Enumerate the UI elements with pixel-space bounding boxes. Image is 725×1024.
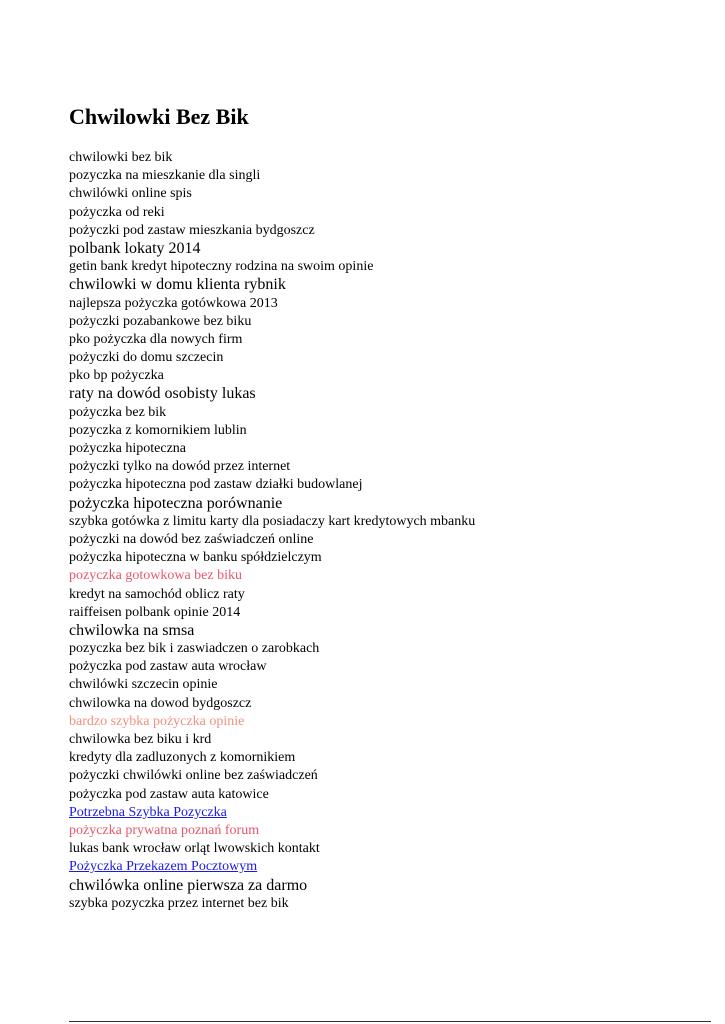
keyword-line: chwilówki szczecin opinie (69, 677, 218, 693)
keyword-line-large: chwilowki w domu klienta rybnik (69, 276, 286, 294)
pozyczka-przekazem-pocztowym-link[interactable]: Pożyczka Przekazem Pocztowym (69, 859, 258, 875)
keyword-line: pko bp pożyczka (69, 368, 164, 384)
keyword-line: pożyczka hipoteczna pod zastaw działki budowlanej (69, 477, 363, 493)
keyword-line: pozyczka na mieszkanie dla singli (69, 168, 261, 184)
keyword-line: pożyczka hipoteczna w banku spółdzielczym (69, 550, 322, 566)
keyword-line-large: chwilowka na smsa (69, 621, 195, 639)
keyword-line: najlepsza pożyczka gotówkowa 2013 (69, 295, 278, 311)
keyword-line: pożyczki pozabankowe bez biku (69, 313, 252, 329)
keyword-line: raiffeisen polbank opinie 2014 (69, 604, 241, 620)
keyword-line: pozyczka z komornikiem lublin (69, 422, 247, 438)
keyword-line: pożyczka pod zastaw auta wrocław (69, 659, 267, 675)
page-title: Chwilowki Bez Bik (69, 104, 249, 129)
keyword-line: pożyczki pod zastaw mieszkania bydgoszcz (69, 222, 315, 238)
keyword-line: kredyty dla zadluzonych z komornikiem (69, 750, 296, 766)
keyword-line: pożyczki do domu szczecin (69, 350, 224, 366)
keyword-line: pożyczka hipoteczna (69, 441, 186, 456)
keyword-line-large: pożyczka hipoteczna porównanie (69, 494, 283, 512)
keyword-line: pożyczka pod zastaw auta katowice (69, 786, 269, 802)
keyword-line: pko pożyczka dla nowych firm (69, 331, 243, 347)
keyword-line: lukas bank wrocław orląt lwowskich kontakt (69, 841, 320, 857)
keyword-line: chwilowka bez biku i krd (69, 732, 212, 747)
keyword-line-large: chwilówka online pierwsza za darmo (69, 876, 308, 894)
keyword-line: pożyczka bez bik (69, 404, 167, 420)
potrzebna-szybka-pozyczka-link[interactable]: Potrzebna Szybka Pozyczka (69, 804, 227, 820)
keyword-line: chwilowka na dowod bydgoszcz (69, 695, 252, 711)
keyword-line-large: raty na dowód osobisty lukas (69, 385, 256, 403)
keyword-line: szybka pozyczka przez internet bez bik (69, 895, 289, 911)
keyword-line: chwilówki online spis (69, 186, 192, 202)
keyword-list (69, 149, 709, 913)
keyword-line: pożyczki na dowód bez zaświadczeń online (69, 531, 314, 547)
keyword-line: pożyczki chwilówki online bez zaświadczeń (69, 768, 318, 784)
footer-divider (69, 1021, 711, 1022)
keyword-line: kredyt na samochód oblicz raty (69, 586, 245, 602)
keyword-line: pożyczki tylko na dowód przez internet (69, 459, 291, 475)
keyword-line-large: polbank lokaty 2014 (69, 239, 201, 257)
keyword-line: pożyczka od reki (69, 204, 165, 220)
keyword-line-highlighted: bardzo szybka pożyczka opinie (69, 713, 245, 729)
keyword-line: pozyczka bez bik i zaswiadczen o zarobkach (69, 641, 320, 657)
keyword-line: szybka gotówka z limitu karty dla posiadaczy kart kredytowych mbanku (69, 513, 476, 529)
keyword-line: chwilowki bez bik (69, 150, 173, 165)
keyword-line-highlighted: pozyczka gotowkowa bez biku (69, 568, 242, 584)
keyword-line-highlighted: pożyczka prywatna poznań forum (69, 822, 260, 838)
keyword-line: getin bank kredyt hipoteczny rodzina na swoim opinie (69, 259, 374, 275)
